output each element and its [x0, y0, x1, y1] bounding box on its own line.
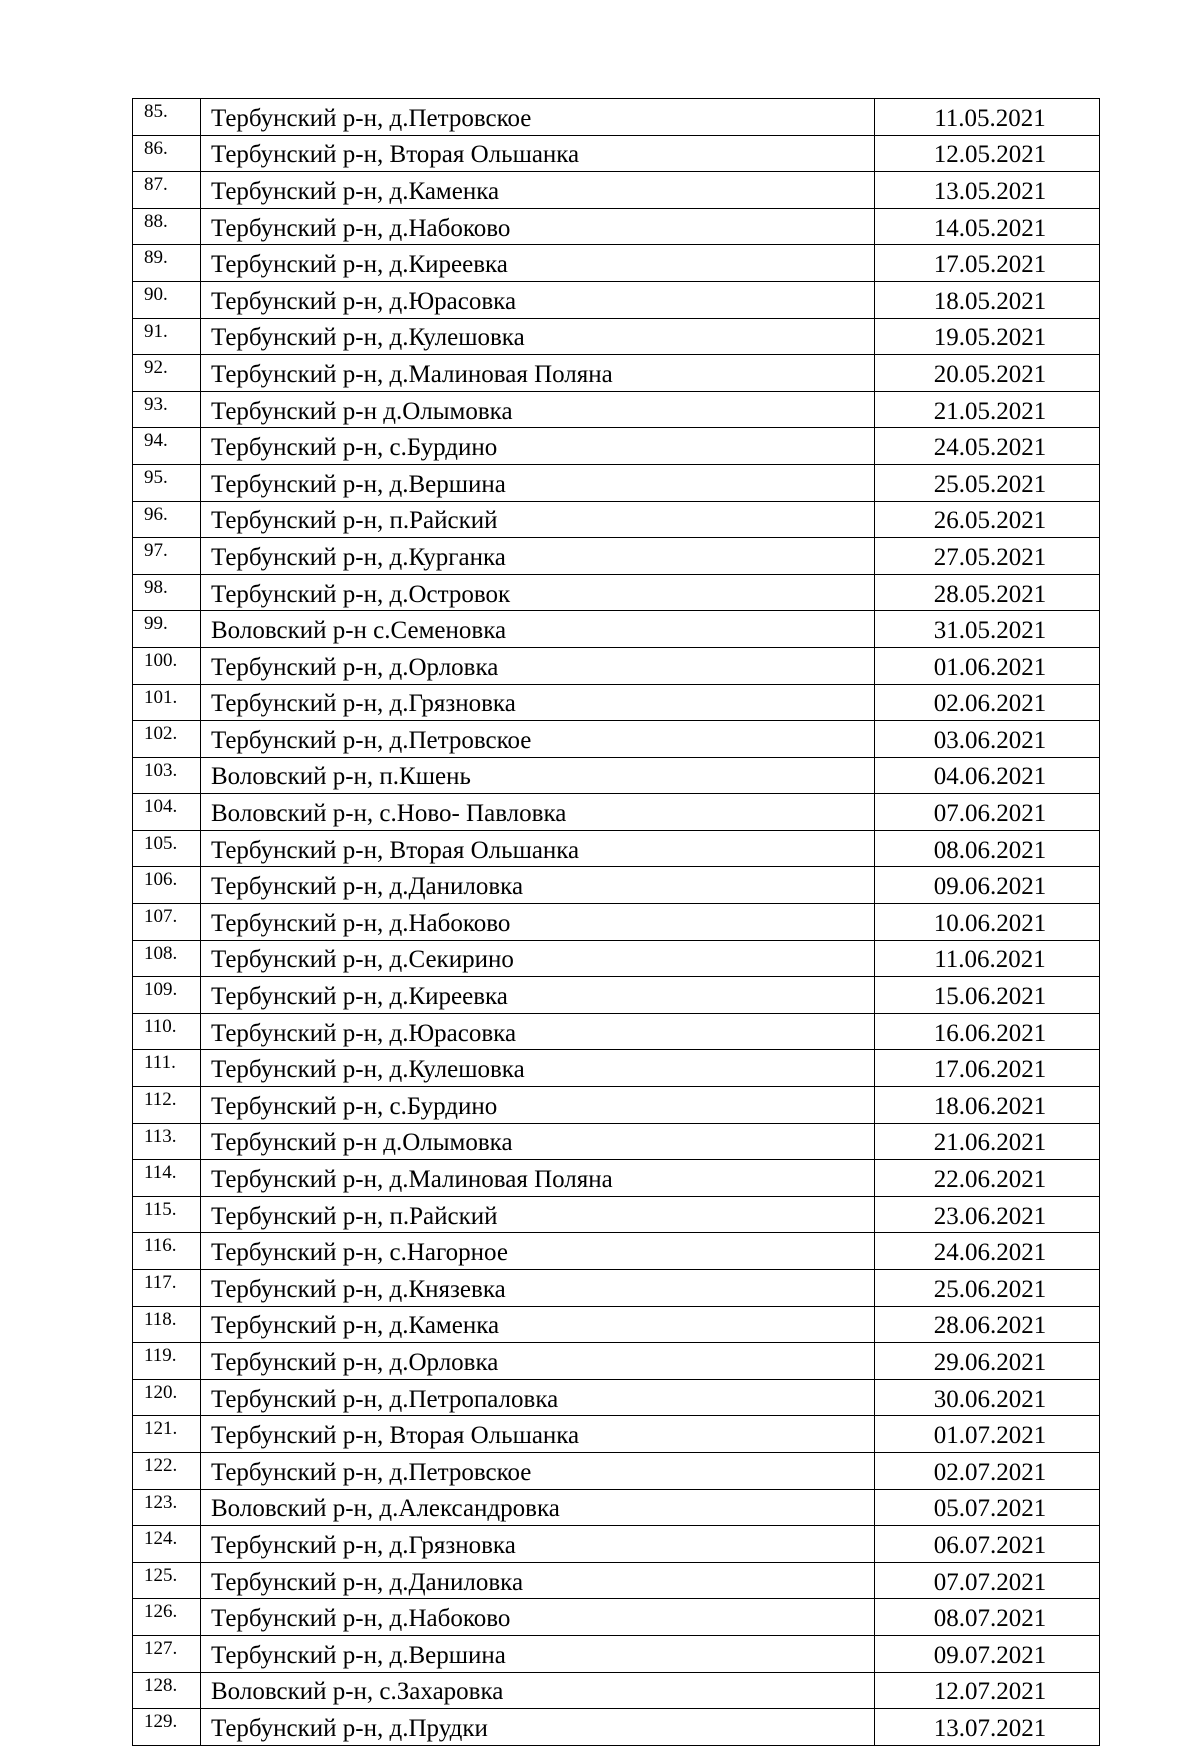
date-cell: 05.07.2021 — [875, 1489, 1100, 1526]
row-number-cell: 103. — [133, 757, 201, 794]
table-row — [133, 1526, 1100, 1563]
date-cell: 01.06.2021 — [875, 647, 1100, 684]
location-cell: Тербунский р-н, д.Орловка — [201, 1343, 875, 1380]
table-row — [133, 867, 1100, 904]
location-cell: Воловский р-н, с.Захаровка — [201, 1672, 875, 1709]
location-cell: Тербунский р-н, д.Вершина — [201, 464, 875, 501]
date-cell: 15.06.2021 — [875, 977, 1100, 1014]
row-number-cell: 118. — [133, 1306, 201, 1343]
table-row — [133, 245, 1100, 282]
table-row — [133, 977, 1100, 1014]
date-cell: 31.05.2021 — [875, 611, 1100, 648]
date-cell: 21.06.2021 — [875, 1123, 1100, 1160]
location-cell: Тербунский р-н, д.Малиновая Поляна — [201, 1160, 875, 1197]
table-row — [133, 1562, 1100, 1599]
table-row — [133, 940, 1100, 977]
date-cell: 13.05.2021 — [875, 172, 1100, 209]
table-row — [133, 391, 1100, 428]
location-cell: Тербунский р-н, д.Каменка — [201, 172, 875, 209]
row-number-cell: 124. — [133, 1526, 201, 1563]
table-row — [133, 1599, 1100, 1636]
table-row — [133, 1050, 1100, 1087]
row-number-cell: 121. — [133, 1416, 201, 1453]
date-cell: 03.06.2021 — [875, 721, 1100, 758]
date-cell: 19.05.2021 — [875, 318, 1100, 355]
row-number-cell: 99. — [133, 611, 201, 648]
row-number-cell: 106. — [133, 867, 201, 904]
location-cell: Тербунский р-н, д.Князевка — [201, 1270, 875, 1307]
row-number-cell: 89. — [133, 245, 201, 282]
date-cell: 08.07.2021 — [875, 1599, 1100, 1636]
location-cell: Тербунский р-н, д.Юрасовка — [201, 281, 875, 318]
date-cell: 28.05.2021 — [875, 574, 1100, 611]
date-cell: 25.06.2021 — [875, 1270, 1100, 1307]
table-row — [133, 538, 1100, 575]
table-row — [133, 281, 1100, 318]
date-cell: 27.05.2021 — [875, 538, 1100, 575]
table-row — [133, 1270, 1100, 1307]
date-cell: 21.05.2021 — [875, 391, 1100, 428]
location-cell: Тербунский р-н, д.Юрасовка — [201, 1013, 875, 1050]
date-cell: 23.06.2021 — [875, 1196, 1100, 1233]
table-row — [133, 355, 1100, 392]
location-cell: Тербунский р-н, д.Петровское — [201, 721, 875, 758]
date-cell: 01.07.2021 — [875, 1416, 1100, 1453]
row-number-cell: 93. — [133, 391, 201, 428]
date-cell: 12.05.2021 — [875, 135, 1100, 172]
location-cell: Воловский р-н, д.Александровка — [201, 1489, 875, 1526]
row-number-cell: 109. — [133, 977, 201, 1014]
table-row — [133, 830, 1100, 867]
date-cell: 11.06.2021 — [875, 940, 1100, 977]
row-number-cell: 116. — [133, 1233, 201, 1270]
date-cell: 24.05.2021 — [875, 428, 1100, 465]
row-number-cell: 91. — [133, 318, 201, 355]
row-number-cell: 94. — [133, 428, 201, 465]
date-cell: 04.06.2021 — [875, 757, 1100, 794]
row-number-cell: 112. — [133, 1087, 201, 1124]
date-cell: 30.06.2021 — [875, 1379, 1100, 1416]
table-row — [133, 1196, 1100, 1233]
row-number-cell: 85. — [133, 99, 201, 136]
table-row — [133, 794, 1100, 831]
date-cell: 20.05.2021 — [875, 355, 1100, 392]
location-cell: Тербунский р-н д.Олымовка — [201, 1123, 875, 1160]
row-number-cell: 102. — [133, 721, 201, 758]
table-row — [133, 1672, 1100, 1709]
row-number-cell: 110. — [133, 1013, 201, 1050]
location-cell: Тербунский р-н, с.Нагорное — [201, 1233, 875, 1270]
table-row — [133, 1123, 1100, 1160]
date-cell: 06.07.2021 — [875, 1526, 1100, 1563]
row-number-cell: 111. — [133, 1050, 201, 1087]
row-number-cell: 101. — [133, 684, 201, 721]
table-row — [133, 428, 1100, 465]
table-row — [133, 1416, 1100, 1453]
row-number-cell: 114. — [133, 1160, 201, 1197]
date-cell: 08.06.2021 — [875, 830, 1100, 867]
row-number-cell: 86. — [133, 135, 201, 172]
location-cell: Тербунский р-н, с.Бурдино — [201, 1087, 875, 1124]
table-row — [133, 757, 1100, 794]
location-cell: Тербунский р-н, д.Набоково — [201, 208, 875, 245]
row-number-cell: 107. — [133, 904, 201, 941]
date-cell: 17.05.2021 — [875, 245, 1100, 282]
table-row — [133, 1489, 1100, 1526]
row-number-cell: 117. — [133, 1270, 201, 1307]
location-cell: Тербунский р-н, д.Набоково — [201, 1599, 875, 1636]
date-cell: 24.06.2021 — [875, 1233, 1100, 1270]
table-row — [133, 1635, 1100, 1672]
location-cell: Тербунский р-н, д.Даниловка — [201, 867, 875, 904]
location-cell: Тербунский р-н, д.Секирино — [201, 940, 875, 977]
location-cell: Тербунский р-н, п.Райский — [201, 501, 875, 538]
date-cell: 02.06.2021 — [875, 684, 1100, 721]
date-cell: 02.07.2021 — [875, 1452, 1100, 1489]
table-row — [133, 501, 1100, 538]
date-cell: 26.05.2021 — [875, 501, 1100, 538]
location-cell: Тербунский р-н, д.Петровское — [201, 99, 875, 136]
date-cell: 16.06.2021 — [875, 1013, 1100, 1050]
schedule-table — [132, 98, 1100, 1746]
row-number-cell: 96. — [133, 501, 201, 538]
date-cell: 25.05.2021 — [875, 464, 1100, 501]
location-cell: Тербунский р-н, д.Островок — [201, 574, 875, 611]
location-cell: Тербунский р-н д.Олымовка — [201, 391, 875, 428]
location-cell: Тербунский р-н, д.Малиновая Поляна — [201, 355, 875, 392]
table-row — [133, 647, 1100, 684]
location-cell: Тербунский р-н, д.Кулешовка — [201, 1050, 875, 1087]
date-cell: 28.06.2021 — [875, 1306, 1100, 1343]
row-number-cell: 119. — [133, 1343, 201, 1380]
row-number-cell: 108. — [133, 940, 201, 977]
row-number-cell: 95. — [133, 464, 201, 501]
location-cell: Тербунский р-н, д.Киреевка — [201, 977, 875, 1014]
location-cell: Тербунский р-н, д.Киреевка — [201, 245, 875, 282]
location-cell: Тербунский р-н, д.Набоково — [201, 904, 875, 941]
row-number-cell: 122. — [133, 1452, 201, 1489]
location-cell: Тербунский р-н, д.Кулешовка — [201, 318, 875, 355]
location-cell: Тербунский р-н, д.Даниловка — [201, 1562, 875, 1599]
row-number-cell: 113. — [133, 1123, 201, 1160]
table-row — [133, 1452, 1100, 1489]
table-row — [133, 611, 1100, 648]
date-cell: 11.05.2021 — [875, 99, 1100, 136]
table-row — [133, 208, 1100, 245]
row-number-cell: 125. — [133, 1562, 201, 1599]
date-cell: 14.05.2021 — [875, 208, 1100, 245]
location-cell: Воловский р-н, п.Кшень — [201, 757, 875, 794]
date-cell: 18.05.2021 — [875, 281, 1100, 318]
table-row — [133, 1379, 1100, 1416]
date-cell: 09.06.2021 — [875, 867, 1100, 904]
row-number-cell: 105. — [133, 830, 201, 867]
location-cell: Тербунский р-н, Вторая Ольшанка — [201, 1416, 875, 1453]
table-row — [133, 318, 1100, 355]
location-cell: Тербунский р-н, д.Петровское — [201, 1452, 875, 1489]
table-row — [133, 464, 1100, 501]
date-cell: 10.06.2021 — [875, 904, 1100, 941]
table-row — [133, 1160, 1100, 1197]
location-cell: Тербунский р-н, д.Каменка — [201, 1306, 875, 1343]
row-number-cell: 100. — [133, 647, 201, 684]
location-cell: Тербунский р-н, д.Грязновка — [201, 1526, 875, 1563]
table-row — [133, 1709, 1100, 1746]
row-number-cell: 115. — [133, 1196, 201, 1233]
date-cell: 17.06.2021 — [875, 1050, 1100, 1087]
schedule-table-body — [133, 99, 1100, 1746]
table-row — [133, 1306, 1100, 1343]
date-cell: 12.07.2021 — [875, 1672, 1100, 1709]
row-number-cell: 90. — [133, 281, 201, 318]
location-cell: Тербунский р-н, Вторая Ольшанка — [201, 135, 875, 172]
date-cell: 09.07.2021 — [875, 1635, 1100, 1672]
table-row — [133, 1233, 1100, 1270]
date-cell: 29.06.2021 — [875, 1343, 1100, 1380]
location-cell: Тербунский р-н, д.Вершина — [201, 1635, 875, 1672]
table-row — [133, 904, 1100, 941]
location-cell: Воловский р-н, с.Ново- Павловка — [201, 794, 875, 831]
date-cell: 18.06.2021 — [875, 1087, 1100, 1124]
table-row — [133, 574, 1100, 611]
row-number-cell: 104. — [133, 794, 201, 831]
table-row — [133, 721, 1100, 758]
table-row — [133, 135, 1100, 172]
date-cell: 22.06.2021 — [875, 1160, 1100, 1197]
location-cell: Тербунский р-н, д.Прудки — [201, 1709, 875, 1746]
row-number-cell: 92. — [133, 355, 201, 392]
table-row — [133, 99, 1100, 136]
location-cell: Тербунский р-н, п.Райский — [201, 1196, 875, 1233]
row-number-cell: 97. — [133, 538, 201, 575]
location-cell: Тербунский р-н, с.Бурдино — [201, 428, 875, 465]
location-cell: Тербунский р-н, д.Курганка — [201, 538, 875, 575]
date-cell: 13.07.2021 — [875, 1709, 1100, 1746]
row-number-cell: 88. — [133, 208, 201, 245]
row-number-cell: 128. — [133, 1672, 201, 1709]
row-number-cell: 98. — [133, 574, 201, 611]
date-cell: 07.06.2021 — [875, 794, 1100, 831]
location-cell: Тербунский р-н, Вторая Ольшанка — [201, 830, 875, 867]
table-row — [133, 1343, 1100, 1380]
date-cell: 07.07.2021 — [875, 1562, 1100, 1599]
row-number-cell: 123. — [133, 1489, 201, 1526]
location-cell: Тербунский р-н, д.Петропаловка — [201, 1379, 875, 1416]
table-row — [133, 684, 1100, 721]
row-number-cell: 127. — [133, 1635, 201, 1672]
location-cell: Тербунский р-н, д.Грязновка — [201, 684, 875, 721]
table-row — [133, 1013, 1100, 1050]
row-number-cell: 120. — [133, 1379, 201, 1416]
location-cell: Тербунский р-н, д.Орловка — [201, 647, 875, 684]
table-row — [133, 1087, 1100, 1124]
row-number-cell: 129. — [133, 1709, 201, 1746]
row-number-cell: 126. — [133, 1599, 201, 1636]
table-row — [133, 172, 1100, 209]
location-cell: Воловский р-н с.Семеновка — [201, 611, 875, 648]
row-number-cell: 87. — [133, 172, 201, 209]
